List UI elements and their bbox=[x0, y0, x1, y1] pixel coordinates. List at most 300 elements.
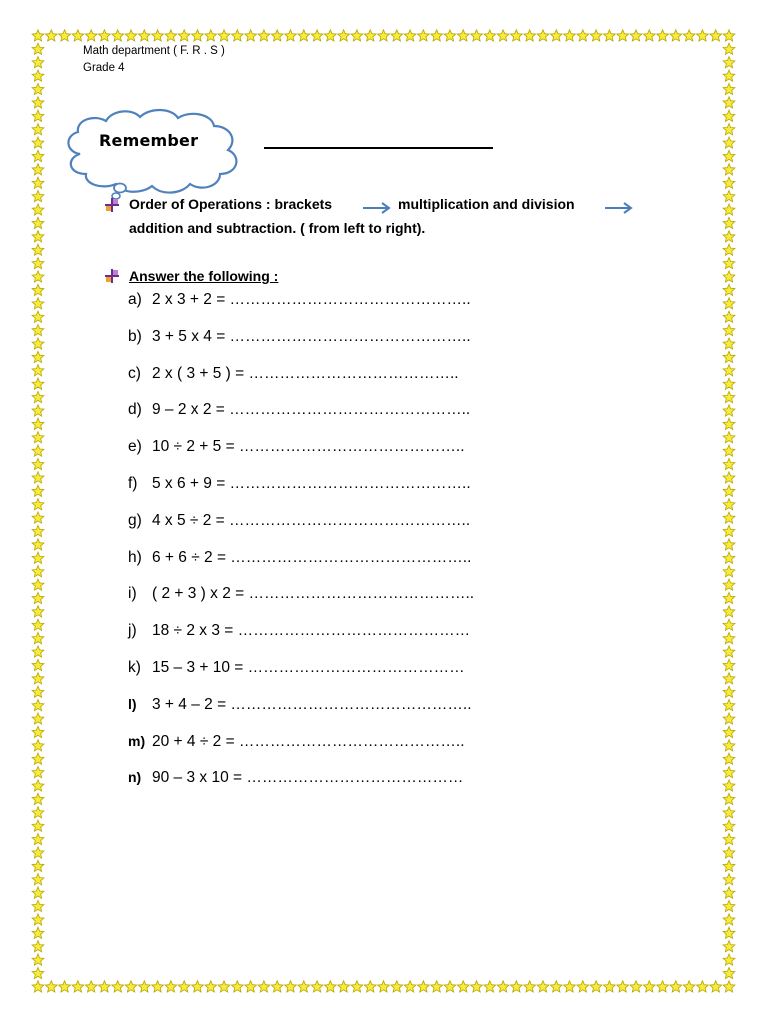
star-icon bbox=[723, 325, 735, 336]
star-icon bbox=[683, 981, 695, 992]
star-icon bbox=[643, 30, 655, 41]
star-icon bbox=[723, 70, 735, 81]
star-icon bbox=[537, 30, 549, 41]
star-icon bbox=[32, 97, 44, 108]
star-icon bbox=[311, 981, 323, 992]
star-icon bbox=[32, 633, 44, 644]
star-icon bbox=[457, 30, 469, 41]
star-icon bbox=[45, 981, 57, 992]
star-icon bbox=[723, 177, 735, 188]
star-icon bbox=[723, 191, 735, 202]
star-icon bbox=[364, 30, 376, 41]
item-expression: 2 x 3 + 2 = ……………………………………….. bbox=[152, 291, 471, 308]
star-icon bbox=[550, 30, 562, 41]
star-icon bbox=[723, 807, 735, 818]
exercise-item bbox=[128, 291, 471, 313]
star-icon bbox=[32, 512, 44, 523]
star-icon bbox=[32, 646, 44, 657]
star-icon bbox=[723, 552, 735, 563]
exercise-item bbox=[128, 585, 474, 607]
star-icon bbox=[723, 579, 735, 590]
arrow-right-icon bbox=[604, 201, 634, 215]
star-icon bbox=[32, 566, 44, 577]
star-icon bbox=[32, 164, 44, 175]
star-icon bbox=[723, 164, 735, 175]
star-icon bbox=[32, 137, 44, 148]
star-icon bbox=[32, 887, 44, 898]
star-icon bbox=[165, 981, 177, 992]
star-icon bbox=[32, 619, 44, 630]
star-icon bbox=[723, 365, 735, 376]
star-icon bbox=[32, 191, 44, 202]
star-icon bbox=[85, 30, 97, 41]
star-icon bbox=[723, 472, 735, 483]
item-expression: 2 x ( 3 + 5 ) = ………………………………….. bbox=[152, 364, 459, 382]
star-icon bbox=[484, 981, 496, 992]
item-expression: 15 – 3 + 10 = …………………………………… bbox=[152, 659, 465, 676]
star-icon bbox=[138, 30, 150, 41]
star-icon bbox=[723, 820, 735, 831]
star-icon bbox=[723, 30, 735, 41]
star-icon bbox=[231, 981, 243, 992]
star-icon bbox=[99, 981, 111, 992]
star-icon bbox=[723, 432, 735, 443]
star-icon bbox=[205, 981, 217, 992]
star-icon bbox=[32, 258, 44, 269]
exercise-item bbox=[128, 696, 472, 718]
star-icon bbox=[351, 30, 363, 41]
star-icon bbox=[72, 981, 84, 992]
star-icon bbox=[723, 566, 735, 577]
star-icon bbox=[590, 981, 602, 992]
star-icon bbox=[218, 981, 230, 992]
item-expression: 5 x 6 + 9 = ……………………………………….. bbox=[152, 475, 471, 492]
star-icon bbox=[32, 525, 44, 536]
item-letter: l) bbox=[128, 695, 137, 712]
star-icon bbox=[32, 820, 44, 831]
star-icon bbox=[723, 57, 735, 68]
star-icon bbox=[32, 941, 44, 952]
star-icon bbox=[723, 847, 735, 858]
star-icon bbox=[45, 30, 57, 41]
star-icon bbox=[723, 499, 735, 510]
star-icon bbox=[99, 30, 111, 41]
grade-label: Grade 4 bbox=[83, 62, 125, 74]
star-icon bbox=[112, 30, 124, 41]
star-icon bbox=[431, 30, 443, 41]
star-icon bbox=[32, 298, 44, 309]
star-icon bbox=[258, 981, 270, 992]
exercise-item bbox=[128, 328, 471, 350]
star-icon bbox=[723, 150, 735, 161]
star-icon bbox=[311, 30, 323, 41]
exercise-item bbox=[128, 769, 463, 791]
item-expression: 3 + 5 x 4 = ……………………………………….. bbox=[152, 327, 471, 345]
star-icon bbox=[604, 30, 616, 41]
item-letter: h) bbox=[128, 548, 142, 566]
star-icon bbox=[697, 981, 709, 992]
star-icon bbox=[604, 981, 616, 992]
star-icon bbox=[723, 485, 735, 496]
bullet-icon bbox=[104, 268, 120, 284]
star-icon bbox=[511, 981, 523, 992]
item-letter: c) bbox=[128, 364, 141, 382]
item-expression: 10 ÷ 2 + 5 = …………………………………….. bbox=[152, 438, 465, 456]
exercise-item bbox=[128, 475, 471, 497]
star-icon bbox=[697, 30, 709, 41]
star-icon bbox=[710, 30, 722, 41]
star-icon bbox=[723, 619, 735, 630]
star-icon bbox=[723, 539, 735, 550]
star-icon bbox=[32, 485, 44, 496]
star-icon bbox=[630, 981, 642, 992]
star-icon bbox=[32, 43, 44, 54]
star-icon bbox=[32, 458, 44, 469]
arrow-right-icon bbox=[362, 201, 392, 215]
exercise-item bbox=[128, 438, 465, 460]
star-icon bbox=[298, 981, 310, 992]
star-icon bbox=[723, 967, 735, 978]
exercise-item bbox=[128, 659, 465, 681]
star-icon bbox=[32, 418, 44, 429]
star-icon bbox=[192, 981, 204, 992]
star-icon bbox=[32, 726, 44, 737]
star-icon bbox=[59, 30, 71, 41]
star-icon bbox=[723, 217, 735, 228]
star-icon bbox=[617, 981, 629, 992]
exercise-item bbox=[128, 549, 471, 571]
star-icon bbox=[32, 767, 44, 778]
star-icon bbox=[723, 445, 735, 456]
star-icon bbox=[723, 231, 735, 242]
star-icon bbox=[32, 834, 44, 845]
star-icon bbox=[657, 30, 669, 41]
exercise-item bbox=[128, 512, 470, 534]
star-icon bbox=[723, 258, 735, 269]
star-icon bbox=[723, 673, 735, 684]
star-icon bbox=[32, 83, 44, 94]
star-icon bbox=[590, 30, 602, 41]
star-icon bbox=[457, 981, 469, 992]
item-expression: ( 2 + 3 ) x 2 = …………………………………….. bbox=[152, 585, 475, 603]
star-icon bbox=[59, 981, 71, 992]
star-icon bbox=[643, 981, 655, 992]
star-icon bbox=[32, 753, 44, 764]
star-icon bbox=[32, 325, 44, 336]
star-icon bbox=[112, 981, 124, 992]
item-letter: m) bbox=[128, 732, 146, 749]
star-icon bbox=[125, 30, 137, 41]
star-icon bbox=[338, 981, 350, 992]
star-icon bbox=[32, 284, 44, 295]
star-icon bbox=[723, 43, 735, 54]
star-icon bbox=[723, 700, 735, 711]
star-icon bbox=[192, 30, 204, 41]
star-icon bbox=[723, 981, 735, 992]
star-icon bbox=[285, 981, 297, 992]
star-icon bbox=[32, 713, 44, 724]
star-icon bbox=[32, 405, 44, 416]
star-icon bbox=[391, 30, 403, 41]
star-icon bbox=[378, 981, 390, 992]
star-icon bbox=[723, 740, 735, 751]
star-icon bbox=[723, 954, 735, 965]
star-icon bbox=[723, 633, 735, 644]
star-icon bbox=[723, 726, 735, 737]
star-icon bbox=[364, 981, 376, 992]
item-letter: j) bbox=[128, 622, 137, 640]
department-label: Math department ( F. R . S ) bbox=[83, 45, 225, 57]
star-icon bbox=[471, 30, 483, 41]
star-icon bbox=[32, 847, 44, 858]
star-icon bbox=[32, 686, 44, 697]
item-expression: 9 – 2 x 2 = ……………………………………….. bbox=[152, 401, 471, 419]
star-icon bbox=[471, 981, 483, 992]
star-icon bbox=[32, 311, 44, 322]
star-icon bbox=[32, 391, 44, 402]
star-icon bbox=[324, 981, 336, 992]
star-icon bbox=[723, 941, 735, 952]
item-letter: g) bbox=[128, 511, 142, 529]
star-icon bbox=[32, 338, 44, 349]
star-icon bbox=[338, 30, 350, 41]
star-icon bbox=[32, 900, 44, 911]
star-icon bbox=[723, 900, 735, 911]
item-letter: n) bbox=[128, 769, 142, 786]
star-icon bbox=[245, 981, 257, 992]
item-letter: b) bbox=[128, 327, 142, 345]
star-icon bbox=[32, 365, 44, 376]
star-icon bbox=[723, 204, 735, 215]
star-icon bbox=[404, 30, 416, 41]
star-icon bbox=[32, 231, 44, 242]
item-letter: e) bbox=[128, 438, 142, 456]
star-icon bbox=[258, 30, 270, 41]
star-icon bbox=[723, 512, 735, 523]
star-icon bbox=[723, 606, 735, 617]
star-icon bbox=[723, 405, 735, 416]
star-icon bbox=[723, 458, 735, 469]
star-icon bbox=[723, 753, 735, 764]
star-icon bbox=[32, 793, 44, 804]
star-icon bbox=[723, 110, 735, 121]
remember-title: Remember bbox=[99, 131, 199, 150]
star-icon bbox=[723, 124, 735, 135]
star-icon bbox=[550, 981, 562, 992]
star-icon bbox=[271, 30, 283, 41]
star-icon bbox=[723, 244, 735, 255]
star-icon bbox=[32, 177, 44, 188]
star-icon bbox=[152, 981, 164, 992]
exercise-heading: Answer the following : bbox=[129, 268, 279, 284]
star-icon bbox=[723, 834, 735, 845]
star-icon bbox=[178, 30, 190, 41]
rule-part1: Order of Operations : brackets bbox=[129, 196, 333, 212]
star-icon bbox=[723, 83, 735, 94]
star-icon bbox=[32, 860, 44, 871]
star-icon bbox=[32, 659, 44, 670]
item-expression: 3 + 4 – 2 = ……………………………………….. bbox=[152, 695, 472, 713]
star-icon bbox=[32, 70, 44, 81]
star-icon bbox=[298, 30, 310, 41]
star-icon bbox=[524, 981, 536, 992]
star-icon bbox=[683, 30, 695, 41]
cloud-callout-icon bbox=[58, 108, 248, 208]
star-icon bbox=[723, 284, 735, 295]
star-icon bbox=[324, 30, 336, 41]
bullet-icon bbox=[104, 197, 120, 213]
star-icon bbox=[32, 740, 44, 751]
star-icon bbox=[670, 981, 682, 992]
star-icon bbox=[723, 646, 735, 657]
star-icon bbox=[444, 981, 456, 992]
star-icon bbox=[32, 110, 44, 121]
star-icon bbox=[723, 780, 735, 791]
star-icon bbox=[32, 807, 44, 818]
star-icon bbox=[32, 30, 44, 41]
exercise-item bbox=[128, 622, 470, 644]
star-icon bbox=[431, 981, 443, 992]
star-icon bbox=[32, 967, 44, 978]
star-icon bbox=[32, 445, 44, 456]
star-icon bbox=[511, 30, 523, 41]
item-expression: 18 ÷ 2 x 3 = ……………………………………… bbox=[152, 622, 471, 640]
star-icon bbox=[723, 378, 735, 389]
star-icon bbox=[152, 30, 164, 41]
star-icon bbox=[723, 914, 735, 925]
star-icon bbox=[444, 30, 456, 41]
star-icon bbox=[723, 338, 735, 349]
star-icon bbox=[285, 30, 297, 41]
star-icon bbox=[245, 30, 257, 41]
star-icon bbox=[32, 914, 44, 925]
star-icon bbox=[32, 539, 44, 550]
star-icon bbox=[125, 981, 137, 992]
star-icon bbox=[32, 57, 44, 68]
star-icon bbox=[32, 217, 44, 228]
star-icon bbox=[723, 887, 735, 898]
rule-line2: addition and subtraction. ( from left to right). bbox=[129, 220, 426, 236]
star-icon bbox=[378, 30, 390, 41]
exercise-item bbox=[128, 733, 465, 755]
star-icon bbox=[524, 30, 536, 41]
star-icon bbox=[32, 499, 44, 510]
star-icon bbox=[178, 981, 190, 992]
star-icon bbox=[32, 150, 44, 161]
title-blank-line bbox=[264, 147, 493, 149]
star-icon bbox=[723, 271, 735, 282]
star-icon bbox=[723, 686, 735, 697]
star-icon bbox=[723, 713, 735, 724]
star-icon bbox=[32, 954, 44, 965]
star-icon bbox=[32, 780, 44, 791]
star-icon bbox=[670, 30, 682, 41]
item-expression: 4 x 5 ÷ 2 = ……………………………………….. bbox=[152, 511, 471, 529]
star-icon bbox=[404, 981, 416, 992]
star-icon bbox=[497, 981, 509, 992]
star-icon bbox=[723, 391, 735, 402]
item-letter: f) bbox=[128, 475, 138, 492]
star-icon bbox=[577, 981, 589, 992]
star-icon bbox=[617, 30, 629, 41]
star-icon bbox=[418, 981, 430, 992]
star-icon bbox=[564, 981, 576, 992]
star-icon bbox=[32, 552, 44, 563]
item-expression: 6 + 6 ÷ 2 = ……………………………………….. bbox=[152, 548, 472, 566]
item-expression: 20 + 4 ÷ 2 = …………………………………….. bbox=[152, 732, 465, 750]
star-icon bbox=[564, 30, 576, 41]
star-icon bbox=[32, 606, 44, 617]
star-icon bbox=[391, 981, 403, 992]
star-icon bbox=[723, 592, 735, 603]
star-icon bbox=[32, 472, 44, 483]
star-icon bbox=[32, 874, 44, 885]
star-icon bbox=[723, 874, 735, 885]
star-icon bbox=[32, 700, 44, 711]
star-icon bbox=[484, 30, 496, 41]
star-icon bbox=[32, 673, 44, 684]
exercise-item bbox=[128, 401, 470, 423]
star-icon bbox=[723, 793, 735, 804]
star-icon bbox=[723, 97, 735, 108]
item-letter: i) bbox=[128, 585, 137, 603]
star-icon bbox=[231, 30, 243, 41]
star-icon bbox=[32, 351, 44, 362]
star-icon bbox=[138, 981, 150, 992]
star-icon bbox=[72, 30, 84, 41]
star-icon bbox=[271, 981, 283, 992]
star-icon bbox=[32, 244, 44, 255]
star-icon bbox=[723, 860, 735, 871]
item-letter: d) bbox=[128, 401, 142, 419]
star-icon bbox=[32, 124, 44, 135]
star-icon bbox=[32, 927, 44, 938]
star-icon bbox=[418, 30, 430, 41]
exercise-item bbox=[128, 365, 459, 387]
star-icon bbox=[657, 981, 669, 992]
star-icon bbox=[218, 30, 230, 41]
star-icon bbox=[723, 525, 735, 536]
star-icon bbox=[351, 981, 363, 992]
star-icon bbox=[630, 30, 642, 41]
star-icon bbox=[32, 204, 44, 215]
star-icon bbox=[723, 298, 735, 309]
star-icon bbox=[723, 137, 735, 148]
item-expression: 90 – 3 x 10 = …………………………………… bbox=[152, 769, 464, 787]
star-icon bbox=[723, 351, 735, 362]
star-icon bbox=[165, 30, 177, 41]
star-icon bbox=[723, 659, 735, 670]
item-letter: k) bbox=[128, 659, 141, 676]
star-icon bbox=[723, 311, 735, 322]
star-icon bbox=[32, 981, 44, 992]
star-icon bbox=[497, 30, 509, 41]
star-icon bbox=[85, 981, 97, 992]
item-letter: a) bbox=[128, 291, 142, 308]
star-icon bbox=[723, 927, 735, 938]
star-icon bbox=[537, 981, 549, 992]
star-icon bbox=[32, 592, 44, 603]
star-icon bbox=[32, 579, 44, 590]
star-icon bbox=[710, 981, 722, 992]
star-icon bbox=[32, 271, 44, 282]
star-icon bbox=[32, 432, 44, 443]
star-icon bbox=[205, 30, 217, 41]
star-icon bbox=[723, 418, 735, 429]
star-icon bbox=[723, 767, 735, 778]
rule-part2: multiplication and division bbox=[398, 196, 575, 212]
star-icon bbox=[577, 30, 589, 41]
